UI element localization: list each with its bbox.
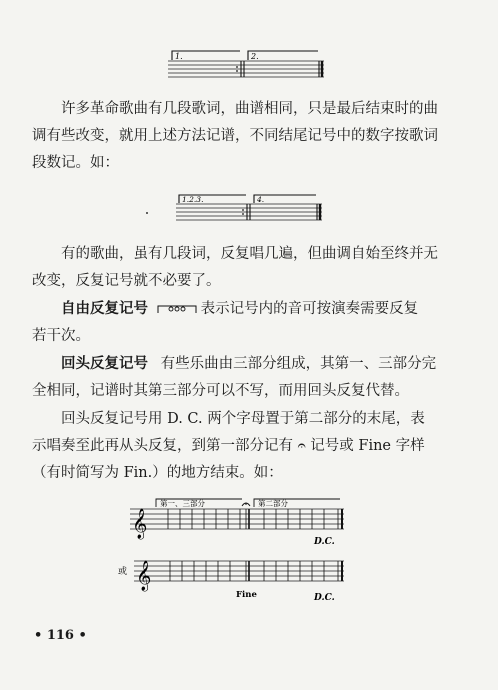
- page-number: • 116 •: [34, 628, 87, 643]
- treble-clef-icon: 𝄞: [132, 509, 148, 539]
- text-line: （有时简写为 Fin.）的地方结束。如：: [32, 465, 283, 481]
- ending-label-123: 1.2.3.: [182, 195, 204, 204]
- paragraph-free-repeat: [32, 296, 464, 350]
- text-line: 回头反复记号用 D. C. 两个字母置于第二部分的末尾，表: [61, 411, 425, 427]
- text-line: 若干次。: [32, 328, 90, 344]
- free-repeat-sign-icon: [157, 303, 197, 315]
- text-line: 改变，反复记号就不必要了。: [32, 273, 221, 289]
- text-line: 段数记。如：: [32, 155, 119, 171]
- section-label-first-third: 第一、三部分: [160, 499, 205, 508]
- paragraph-no-repeat: [32, 241, 464, 295]
- treble-clef-icon: 𝄞: [136, 561, 152, 591]
- text-line: 全相同，记谱时其第三部分可以不写，而用回头反复代替。: [32, 383, 409, 399]
- section-label-second: 第二部分: [258, 499, 288, 508]
- text-line: 调有些改变，就用上述方法记谱，不同结尾记号中的数字按歌词: [32, 128, 438, 144]
- text-line: 有的歌曲，虽有几段词，反复唱几遍，但曲调自始至终并无: [61, 246, 438, 262]
- or-label: 或: [118, 567, 128, 577]
- stray-dot: [146, 212, 148, 214]
- figure-endings-123-4: [176, 193, 322, 231]
- dc-mark-2: D.C.: [314, 593, 335, 603]
- text-segment: 有些乐曲由三部分组成，其第一、三部分完: [160, 356, 437, 372]
- text-line: 许多革命歌曲有几段歌词，曲谱相同，只是最后结束时的曲: [61, 101, 438, 117]
- ending-label-1: 1.: [175, 52, 183, 61]
- paragraph-dc-usage: [32, 406, 464, 487]
- term-free-repeat: 自由反复记号: [61, 301, 148, 317]
- term-da-capo: 回头反复记号: [61, 356, 148, 372]
- paragraph-da-capo: [32, 351, 464, 405]
- ending-label-4: 4.: [257, 195, 265, 204]
- paragraph-endings-explanation: [32, 96, 464, 177]
- fine-label: Fine: [236, 590, 257, 600]
- figure-dc-staves: [118, 494, 354, 604]
- text-line: 示唱奏至此再从头反复，到第一部分记有 𝄐 记号或 Fine 字样: [32, 438, 425, 454]
- ending-label-2: 2.: [251, 52, 259, 61]
- dc-mark-1: D.C.: [314, 537, 335, 547]
- figure-endings-1-2: [168, 48, 324, 88]
- text-segment: 表示记号内的音可按演奏需要反复: [200, 301, 419, 317]
